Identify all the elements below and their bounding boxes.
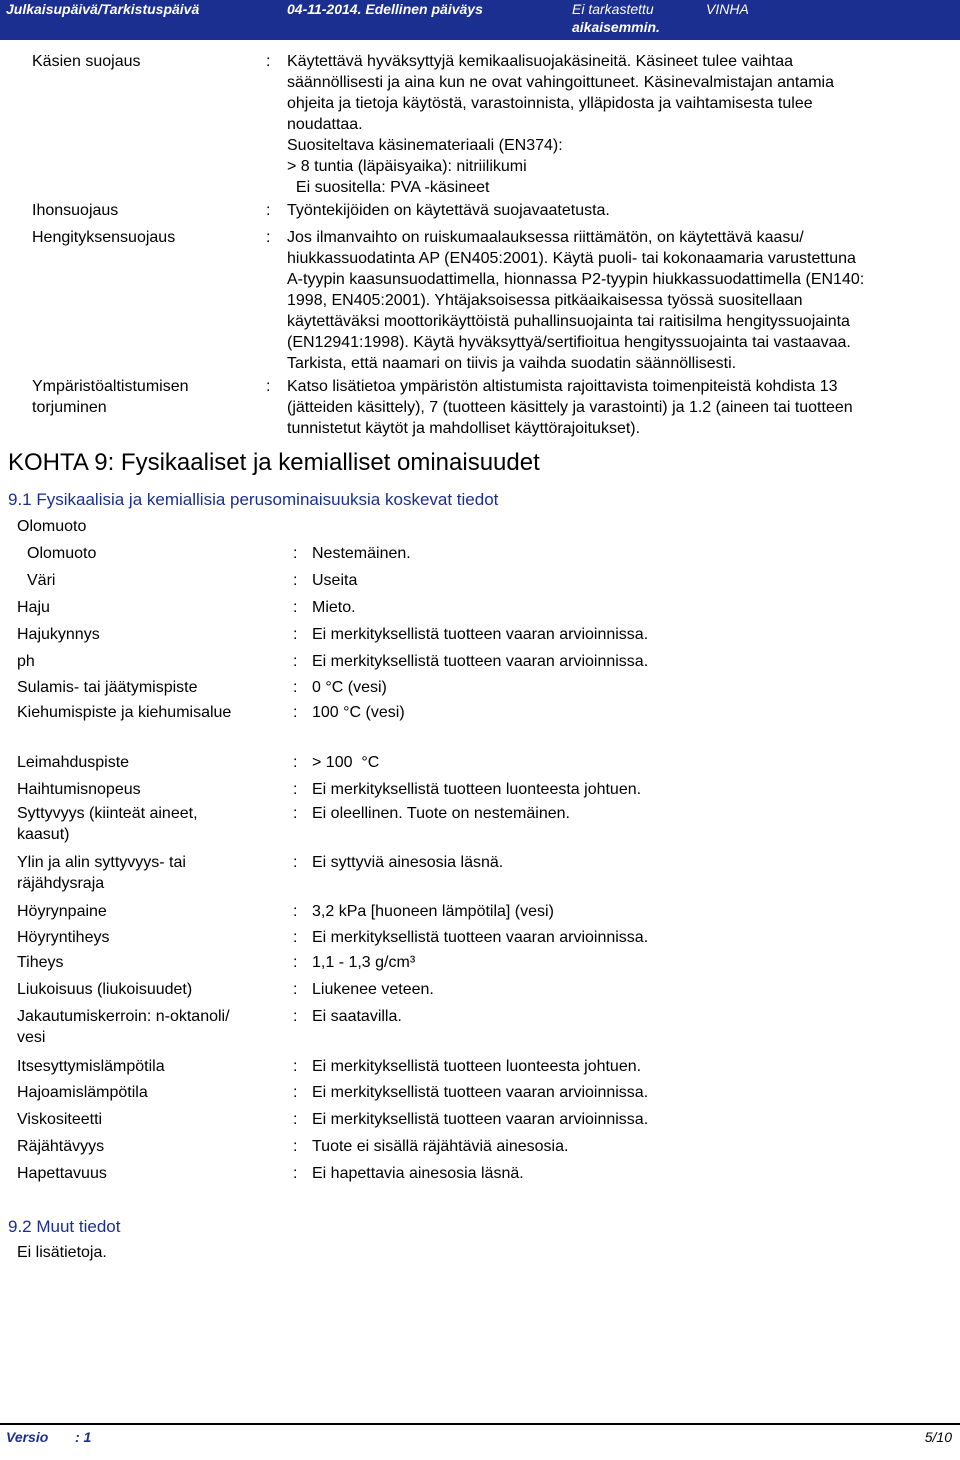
skin-protection-text: Työntekijöiden on käytettävä suojavaatetusta. [287,202,610,219]
header-date-label: Julkaisupäivä/Tarkistuspäivä [6,1,200,17]
label-line: Jakautumiskerroin: n-oktanoli/ [17,1008,230,1025]
property-value: Ei merkityksellistä tuotteen luonteesta johtuen. [312,1058,642,1075]
property-label: Kiehumispiste ja kiehumisalue [17,704,232,721]
colon: : [293,704,298,721]
property-value: 3,2 kPa [huoneen lämpötila] (vesi) [312,903,554,920]
header-not-checked: Ei tarkastettu [572,1,654,17]
colon: : [293,981,298,998]
text-line: Katso lisätietoa ympäristön altistumista rajoittavista toimenpiteistä kohdista 13 [287,378,838,395]
property-label: Räjähtävyys [17,1138,105,1155]
property-label: Väri [27,572,56,589]
text-line: 1998, EN405:2001). Yhtäjaksoisessa pitkäaikaisessa työssä suositellaan [287,292,803,309]
respiratory-protection-label: Hengityksensuojaus [32,229,176,246]
property-value: 1,1 - 1,3 g/cm³ [312,954,416,971]
colon: : [293,805,298,822]
environmental-exposure-label [32,376,262,418]
colon: : [266,378,271,395]
text-line: tunnistetut käytöt ja mahdolliset käyttörajoitukset). [287,420,641,437]
other-info-text: Ei lisätietoja. [17,1244,107,1261]
property-value: Nestemäinen. [312,545,411,562]
header-not-checked-2: aikaisemmin. [572,19,660,35]
olomuoto-heading: Olomuoto [17,518,87,535]
property-label: Olomuoto [27,545,97,562]
text-line: ohjeita ja tietoja käytöstä, varastoinnista, ylläpidosta ja vaihtamisesta tulee [287,95,813,112]
property-label: Leimahduspiste [17,754,130,771]
colon: : [293,929,298,946]
label-line: torjuminen [32,399,107,416]
colon: : [266,202,271,219]
colon: : [293,1008,298,1025]
text-line: (jätteiden käsittely), 7 (tuotteen käsittely ja varastointi) ja 1.2 (aineen tai tuotteen [287,399,853,416]
section-9-title: KOHTA 9: Fysikaaliset ja kemialliset ominaisuudet [8,449,540,476]
colon: : [293,954,298,971]
property-label: Hapettavuus [17,1165,107,1182]
colon: : [293,1058,298,1075]
text-line: Tarkista, että naamari on tiivis ja vaihda suodatin säännöllisesti. [287,355,737,372]
property-value: Ei merkityksellistä tuotteen vaaran arvioinnissa. [312,929,649,946]
property-label: Hajukynnys [17,626,100,643]
colon: : [293,1084,298,1101]
colon: : [266,53,271,70]
header-vinha: VINHA [706,1,749,17]
property-label: Haihtumisnopeus [17,781,141,798]
hand-protection-text [287,51,927,198]
footer-divider [0,1423,960,1425]
colon: : [293,545,298,562]
property-value: Ei oleellinen. Tuote on nestemäinen. [312,805,570,822]
text-line: Ei suositella: PVA -käsineet [287,179,490,196]
property-value: Ei merkityksellistä tuotteen luonteesta johtuen. [312,781,642,798]
subsection-9-1-title: 9.1 Fysikaalisia ja kemiallisia perusominaisuuksia koskevat tiedot [8,490,499,509]
label-line: Ylin ja alin syttyvyys- tai [17,854,186,871]
footer-version-label: Versio [6,1429,49,1445]
skin-protection-label: Ihonsuojaus [32,202,119,219]
property-value: > 100 °C [312,754,380,771]
text-line: noudattaa. [287,116,363,133]
label-line: Ympäristöaltistumisen [32,378,189,395]
colon: : [293,572,298,589]
property-label [17,1006,287,1048]
property-label: Tiheys [17,954,64,971]
footer-version-value: : 1 [75,1429,92,1445]
hand-protection-label: Käsien suojaus [32,53,141,70]
text-line: A-tyypin kaasunsuodattimella, hionnassa P2-tyypin hiukkassuodattimella (EN140: [287,271,865,288]
colon: : [293,781,298,798]
colon: : [293,1165,298,1182]
property-value: 0 °C (vesi) [312,679,387,696]
respiratory-protection-text [287,227,927,374]
text-line: säännöllisesti ja aina kun ne ovat vahingoittuneet. Käsinevalmistajan antamia [287,74,835,91]
label-line: räjähdysraja [17,875,105,892]
property-label [17,803,287,845]
colon: : [293,599,298,616]
colon: : [293,1111,298,1128]
text-line: (EN12941:1998). Käytä hyväksyttyä/sertifioitua hengityssuojainta tai vastaavaa. [287,334,851,351]
property-value: Ei merkityksellistä tuotteen vaaran arvioinnissa. [312,1084,649,1101]
property-value: Ei hapettavia ainesosia läsnä. [312,1165,524,1182]
property-label: Itsesyttymislämpötila [17,1058,165,1075]
property-value: Ei merkityksellistä tuotteen vaaran arvioinnissa. [312,626,649,643]
property-label: Viskositeetti [17,1111,103,1128]
property-value: 100 °C (vesi) [312,704,405,721]
property-value: Tuote ei sisällä räjähtäviä ainesosia. [312,1138,569,1155]
property-value: Liukenee veteen. [312,981,434,998]
property-value: Ei syttyviä ainesosia läsnä. [312,854,504,871]
property-label [17,852,287,894]
colon: : [293,1138,298,1155]
header-date-value: 04-11-2014. Edellinen päiväys [287,1,483,17]
subsection-9-2-title: 9.2 Muut tiedot [8,1217,121,1236]
colon: : [266,229,271,246]
property-value: Ei saatavilla. [312,1008,402,1025]
text-line: > 8 tuntia (läpäisyaika): nitriilikumi [287,158,527,175]
property-label: Liukoisuus (liukoisuudet) [17,981,193,998]
text-line: Jos ilmanvaihto on ruiskumaalauksessa riittämätön, on käytettävä kaasu/ [287,229,804,246]
property-label: Haju [17,599,50,616]
property-label: Sulamis- tai jäätymispiste [17,679,198,696]
property-value: Ei merkityksellistä tuotteen vaaran arvioinnissa. [312,1111,649,1128]
property-label: Hajoamislämpötila [17,1084,148,1101]
label-line: vesi [17,1029,46,1046]
document-header [0,0,960,40]
property-value: Mieto. [312,599,356,616]
property-value: Useita [312,572,358,589]
text-line: Suositeltava käsinemateriaali (EN374): [287,137,563,154]
colon: : [293,754,298,771]
colon: : [293,679,298,696]
colon: : [293,854,298,871]
property-label: ph [17,653,35,670]
label-line: kaasut) [17,826,70,843]
footer-page-number: 5/10 [924,1429,952,1445]
property-value: Ei merkityksellistä tuotteen vaaran arvioinnissa. [312,653,649,670]
property-label: Höyryntiheys [17,929,110,946]
text-line: käytettäväksi moottorikäyttöistä puhallinsuojainta tai raitisilma hengityssuojainta [287,313,850,330]
colon: : [293,653,298,670]
environmental-exposure-text [287,376,927,439]
label-line: Syttyvyys (kiinteät aineet, [17,805,198,822]
colon: : [293,626,298,643]
property-label: Höyrynpaine [17,903,107,920]
colon: : [293,903,298,920]
text-line: hiukkassuodatinta AP (EN405:2001). Käytä puoli- tai kokonaamaria varustettuna [287,250,856,267]
text-line: Käytettävä hyväksyttyjä kemikaalisuojakäsineitä. Käsineet tulee vaihtaa [287,53,794,70]
